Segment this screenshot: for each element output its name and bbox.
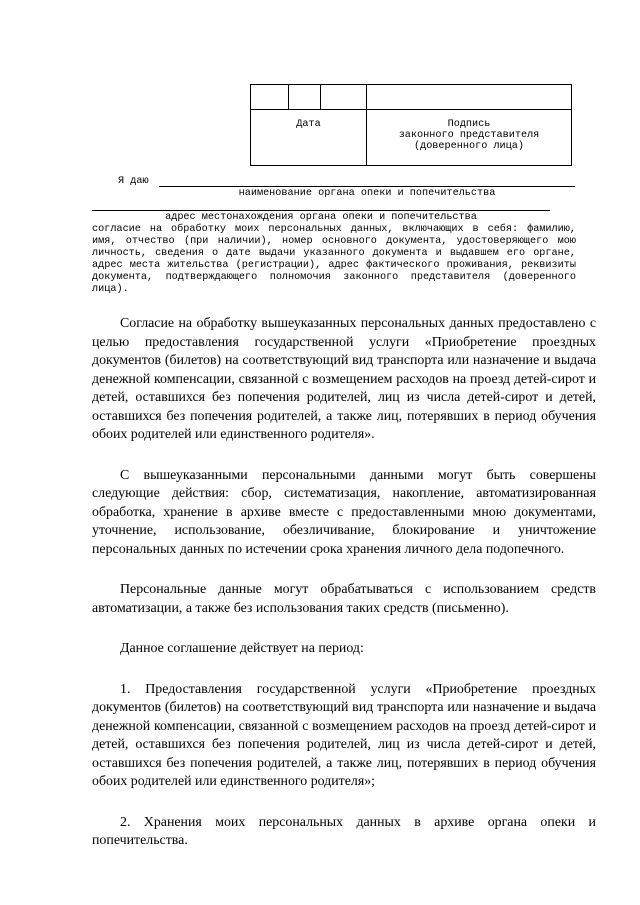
authority-name-line (159, 186, 575, 187)
paragraph-period-item-1: 1. Предоставления государственной услуги «Приобретение проездных документов (билетов) на соответствующий вид транспорта или назначение и выдача денежной компенсации, связанной с возмещением расходов на проезд детей-сирот и детей, оставшихся без попечения родителей, лиц из числа детей-сирот и детей, оставшихся без попечения родителей, а также лиц, потерявших в период обучения обоих родителей или единственного родителя»; (92, 681, 596, 789)
date-box-month (289, 85, 321, 110)
consent-details-text: согласие на обработку моих персональных данных, включающих в себя: фамилию, имя, отчество (при наличии), номер основного документа, удостоверяющего мою личность, сведения о дате выдачи указанного документа и выдавшем его органе, адрес места жительства (регистрации), адрес фактического проживания, реквизиты документа, подтверждающего полномочия законного представителя (доверенного лица). (92, 224, 576, 295)
signature-table (250, 84, 572, 166)
signature-label-line: законного представителя (398, 130, 540, 141)
authority-name-caption: наименование органа опеки и попечительства (238, 188, 496, 199)
paragraph-purpose: Согласие на обработку вышеуказанных персональных данных предоставлено с целью предоставления государственной услуги «Приобретение проездных документов (билетов) на соответствующий вид транспорта или назначение и выдача денежной компенсации, связанной с возмещением расходов на проезд детей-сирот и детей, оставшихся без попечения родителей, лиц из числа детей-сирот и детей, оставшихся без попечения родителей, а также лиц, потерявших в период обучения обоих родителей или единственного родителя». (92, 316, 596, 442)
paragraph-processing: Персональные данные могут обрабатываться с использованием средств автоматизации, а также без использования таких средств (письменно). (92, 582, 596, 616)
document-body (92, 315, 596, 873)
date-label: Дата (251, 110, 367, 166)
paragraph-period: Данное соглашение действует на период: (120, 641, 364, 656)
i-give-label: Я даю (118, 176, 149, 187)
signature-box (367, 85, 572, 110)
date-box-year (321, 85, 367, 110)
authority-address-caption: адрес местонахождения органа опеки и попечительства (165, 212, 477, 223)
signature-label (367, 110, 572, 166)
signature-label-line: Подпись (447, 119, 491, 130)
date-box-day (251, 85, 289, 110)
paragraph-actions: С вышеуказанными персональными данными могут быть совершены следующие действия: сбор, систематизация, накопление, автоматизированная обработка, хранение в архиве вместе с предоставленными мною документами, уточнение, использование, обезличивание, блокирование и уничтожение персональных данных по истечении срока хранения личного дела подопечного. (92, 467, 596, 557)
paragraph-period-item-2: 2. Хранения моих персональных данных в архиве органа опеки и попечительства. (92, 814, 596, 848)
signature-label-line: (доверенного лица) (413, 141, 525, 152)
authority-address-line (92, 210, 550, 211)
